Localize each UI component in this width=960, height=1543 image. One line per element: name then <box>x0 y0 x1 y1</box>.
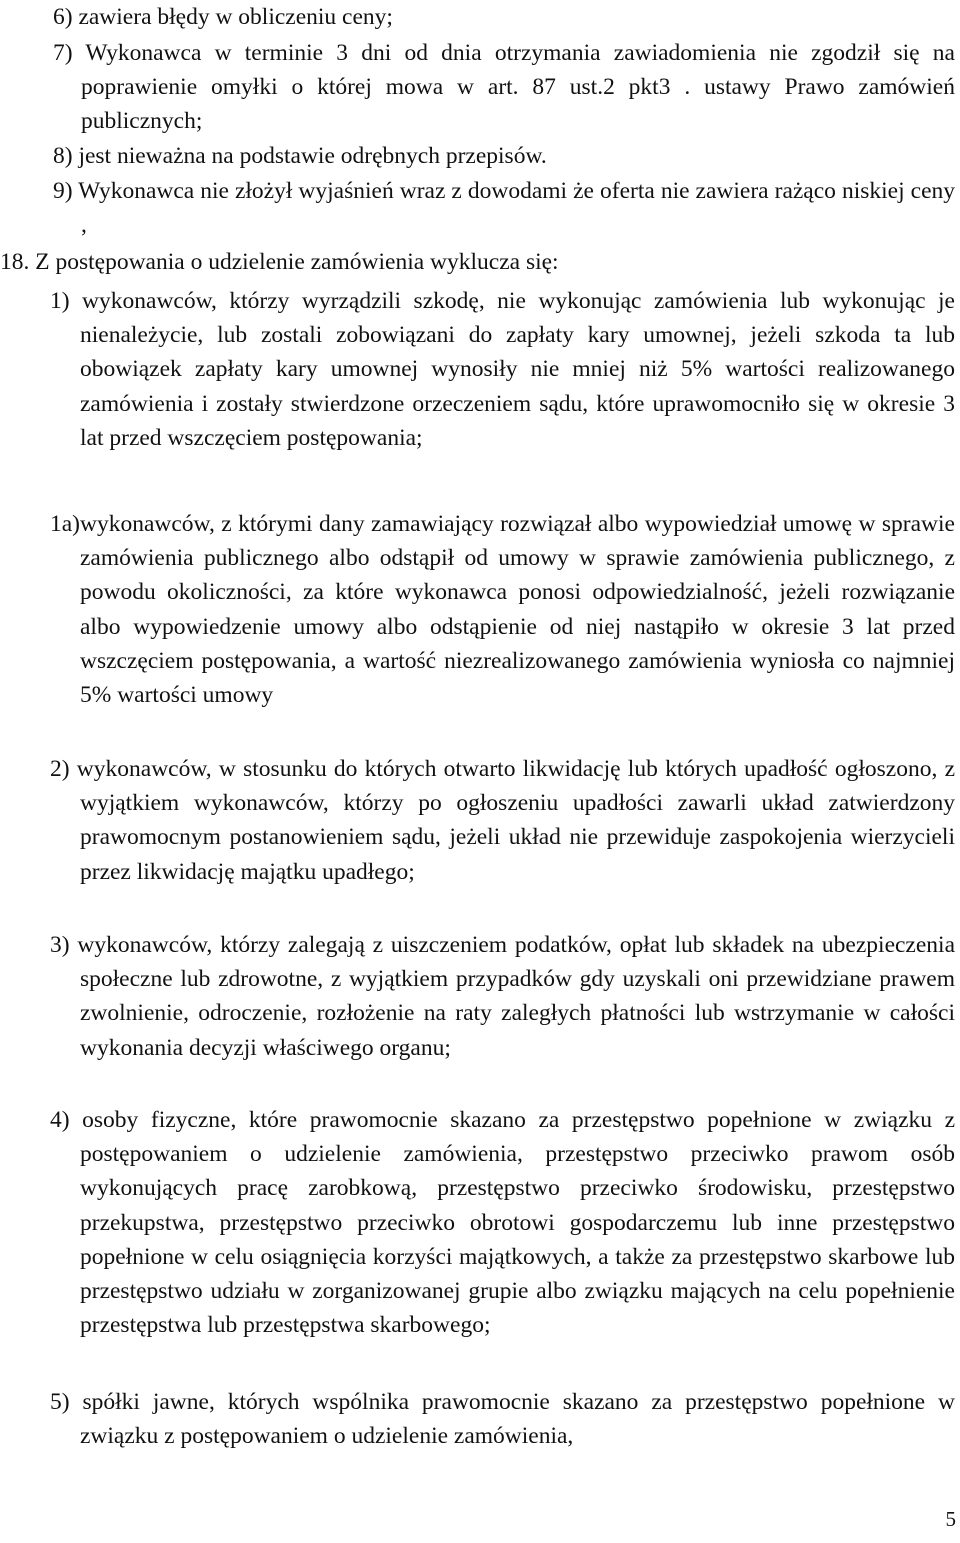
section-18-item-5: 5) spółki jawne, których wspólnika prawomocnie skazano za przestępstwo popełnione w związku z postępowaniem o udzielenie zamówienia, <box>50 1389 955 1450</box>
section-18-heading: 18. Z postępowania o udzielenie zamówienia wyklucza się: <box>0 249 559 275</box>
section-18-item-4: 4) osoby fizyczne, które prawomocnie skazano za przestępstwo popełnione w związku z postępowaniem o udzielenie zamówienia, przestępstwo przeciwko prawom osób wykonujących pracę zarobkową, przestępstwo przeciwko środowisku, przestępstwo przekupstwa, przestępstwo przeciwko obrotowi gospodarczemu lub inne przestępstwo popełnione w celu osiągnięcia korzyści majątkowych, a także za przestępstwo skarbowe lub przestępstwo udziału w zorganizowanej grupie albo związku mających na celu popełnienie przestępstwa lub przestępstwa skarbowego; <box>50 1107 955 1339</box>
section-18-item-3: 3) wykonawców, którzy zalegają z uiszczeniem podatków, opłat lub składek na ubezpieczenia społeczne lub zdrowotne, z wyjątkiem przypadków gdy uzyskali oni przewidziane prawem zwolnienie, odroczenie, rozłożenie na raty zaległych płatności lub wstrzymanie w całości wykonania decyzji właściwego organu; <box>50 932 955 1061</box>
list-item-6: 6) zawiera błędy w obliczeniu ceny; <box>53 4 393 30</box>
list-item-9: 9) Wykonawca nie złożył wyjaśnień wraz z dowodami że oferta nie zawiera rażąco niskiej ceny , <box>53 178 955 239</box>
section-18-item-2: 2) wykonawców, w stosunku do których otwarto likwidację lub których upadłość ogłoszono, z wyjątkiem wykonawców, którzy po ogłoszeniu upadłości zawarli układ zatwierdzony prawomocnym postanowieniem sądu, jeżeli układ nie przewiduje zaspokojenia wierzycieli przez likwidację majątku upadłego; <box>50 756 955 885</box>
list-item-7: 7) Wykonawca w terminie 3 dni od dnia otrzymania zawiadomienia nie zgodził się na poprawienie omyłki o której mowa w art. 87 ust.2 pkt3 . ustawy Prawo zamówień publicznych; <box>53 40 955 135</box>
section-18-item-1a: 1a)wykonawców, z którymi dany zamawiający rozwiązał albo wypowiedział umowę w sprawie zamówienia publicznego albo odstąpił od umowy w sprawie zamówienia publicznego, z powodu okoliczności, za które wykonawca ponosi odpowiedzialność, jeżeli rozwiązanie albo wypowiedzenie umowy albo odstąpienie od niej nastąpiło w okresie 3 lat przed wszczęciem postępowania, a wartość niezrealizowanego zamówienia wyniosła co najmniej 5% wartości umowy <box>50 511 955 709</box>
page-number: 5 <box>945 1507 956 1531</box>
list-item-8: 8) jest nieważna na podstawie odrębnych przepisów. <box>53 143 547 169</box>
section-18-item-1: 1) wykonawców, którzy wyrządzili szkodę, nie wykonując zamówienia lub wykonując je nienależycie, lub zostali zobowiązani do zapłaty kary umownej, jeżeli szkoda ta lub obowiązek zapłaty kary umownej wynosiły nie mniej niż 5% wartości realizowanego zamówienia i zostały stwierdzone orzeczeniem sądu, które uprawomocniło się w okresie 3 lat przed wszczęciem postępowania; <box>50 288 955 451</box>
